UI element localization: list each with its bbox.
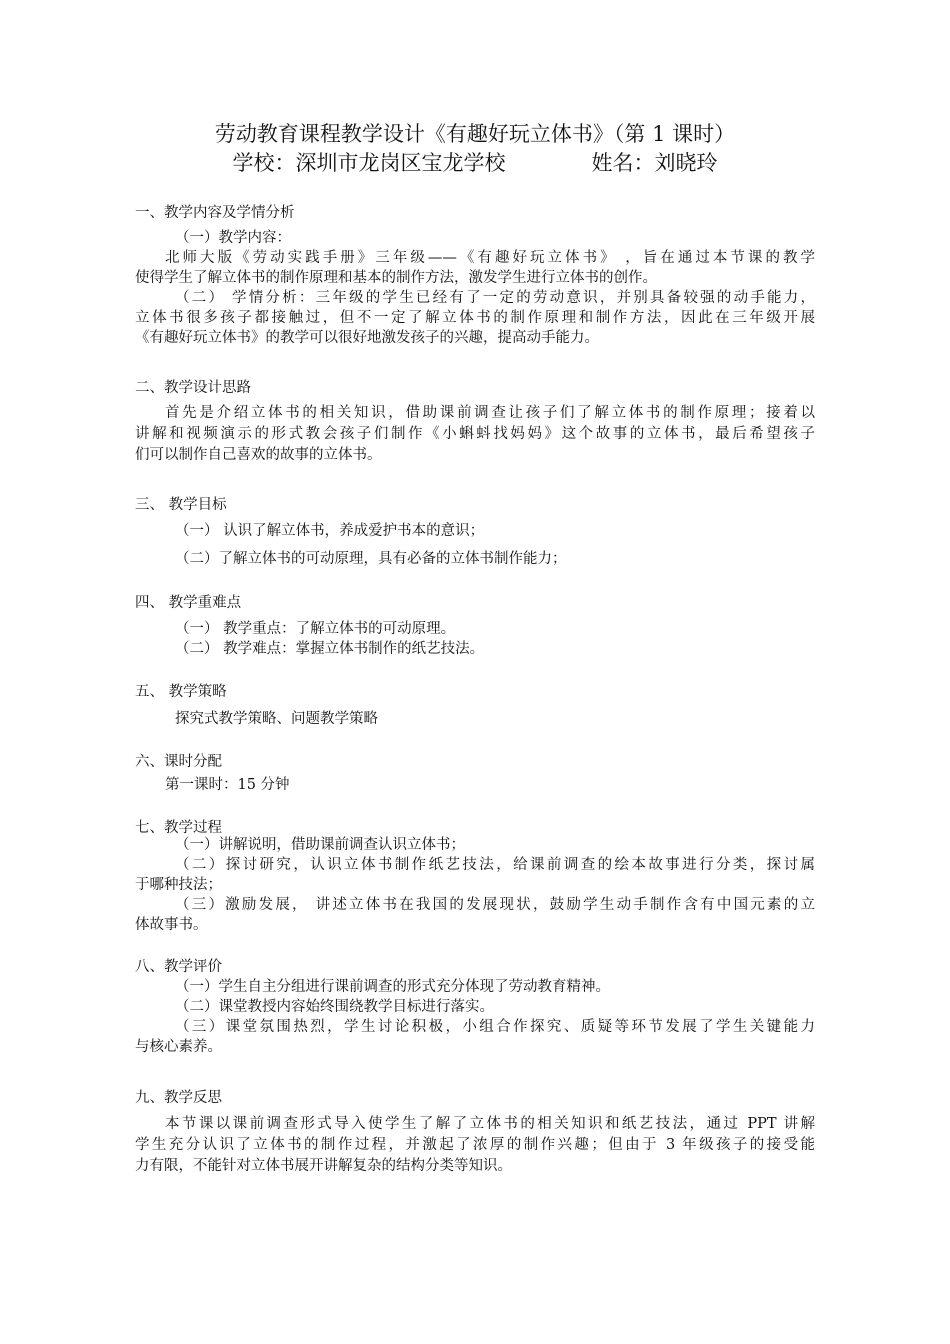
section-8-item3-line2: 与核心素养。	[135, 1039, 222, 1055]
section-3-item1: （一） 认识了解立体书，养成爱护书本的意识；	[175, 523, 485, 539]
section-4-item1: （一） 教学重点：了解立体书的可动原理。	[175, 621, 456, 637]
section-7-item1: （一）讲解说明，借助课前调查认识立体书；	[175, 837, 465, 853]
section-8-item3-line1: （三）课堂氛围热烈，学生讨论积极，小组合作探究、质疑等环节发展了学生关键能力	[175, 1019, 815, 1035]
section-9-heading: 九、教学反思	[135, 1090, 222, 1106]
section-7-item2-line1: （二）探讨研究，认识立体书制作纸艺技法，给课前调查的绘本故事进行分类，探讨属	[175, 857, 815, 873]
section-4-item2: （二） 教学难点：掌握立体书制作的纸艺技法。	[175, 641, 485, 657]
section-6-heading: 六、课时分配	[135, 754, 222, 770]
section-1-para2-line2: 立体书很多孩子都接触过，但不一定了解立体书的制作原理和制作方法，因此在三年级开展	[135, 310, 815, 326]
section-2-line2: 讲解和视频演示的形式教会孩子们制作《小蝌蚪找妈妈》这个故事的立体书，最后希望孩子	[135, 426, 815, 442]
section-7-item3-line2: 体故事书。	[135, 917, 208, 933]
author-line	[0, 150, 950, 176]
section-7-item3-line1: （三）激励发展， 讲述立体书在我国的发展现状，鼓励学生动手制作含有中国元素的立	[175, 897, 815, 913]
section-6-line1: 第一课时：15 分钟	[165, 777, 290, 793]
section-4-heading: 四、 教学重难点	[135, 595, 242, 611]
section-2-heading: 二、教学设计思路	[135, 380, 251, 396]
author-name: 姓名：刘晓玲	[591, 151, 718, 175]
section-2-line1: 首先是介绍立体书的相关知识，借助课前调查让孩子们了解立体书的制作原理；接着以	[165, 405, 815, 421]
school-label: 学校：深圳市龙岗区宝龙学校	[232, 151, 506, 175]
document-title: 劳动教育课程教学设计《有趣好玩立体书》（第 1 课时）	[214, 122, 736, 146]
section-7-heading: 七、教学过程	[135, 820, 222, 836]
section-1-para1-line2: 使得学生了解立体书的制作原理和基本的制作方法，激发学生进行立体书的创作。	[135, 270, 657, 286]
section-8-item2: （二）课堂教授内容始终围绕教学目标进行落实。	[175, 999, 494, 1015]
section-9-line3: 力有限，不能针对立体书展开讲解复杂的结构分类等知识。	[135, 1158, 512, 1174]
section-3-item2: （二）了解立体书的可动原理，具有必备的立体书制作能力；	[175, 551, 567, 567]
section-9-line1: 本节课以课前调查形式导入使学生了解了立体书的相关知识和纸艺技法，通过 PPT 讲解	[165, 1116, 815, 1132]
section-5-line1: 探究式教学策略、问题教学策略	[175, 711, 378, 727]
section-3-heading: 三、 教学目标	[135, 497, 227, 513]
section-1-sub1: （一）教学内容：	[175, 230, 291, 246]
section-1-heading: 一、教学内容及学情分析	[135, 205, 295, 221]
section-8-heading: 八、教学评价	[135, 959, 222, 975]
section-2-line3: 们可以制作自己喜欢的故事的立体书。	[135, 447, 382, 463]
section-1-para1-line1: 北师大版《劳动实践手册》三年级——《有趣好玩立体书》 ，旨在通过本节课的教学	[165, 250, 815, 266]
section-5-heading: 五、 教学策略	[135, 684, 227, 700]
section-1-para2-line3: 《有趣好玩立体书》的教学可以很好地激发孩子的兴趣，提高动手能力。	[135, 330, 599, 346]
section-1-para2-line1: （二） 学情分析：三年级的学生已经有了一定的劳动意识，并别具备较强的动手能力，	[175, 290, 815, 306]
section-9-line2: 学生充分认识了立体书的制作过程，并激起了浓厚的制作兴趣；但由于 3 年级孩子的接受能	[135, 1137, 815, 1153]
section-7-item2-line2: 于哪种技法；	[135, 877, 222, 893]
section-8-item1: （一）学生自主分组进行课前调查的形式充分体现了劳动教育精神。	[175, 979, 610, 995]
